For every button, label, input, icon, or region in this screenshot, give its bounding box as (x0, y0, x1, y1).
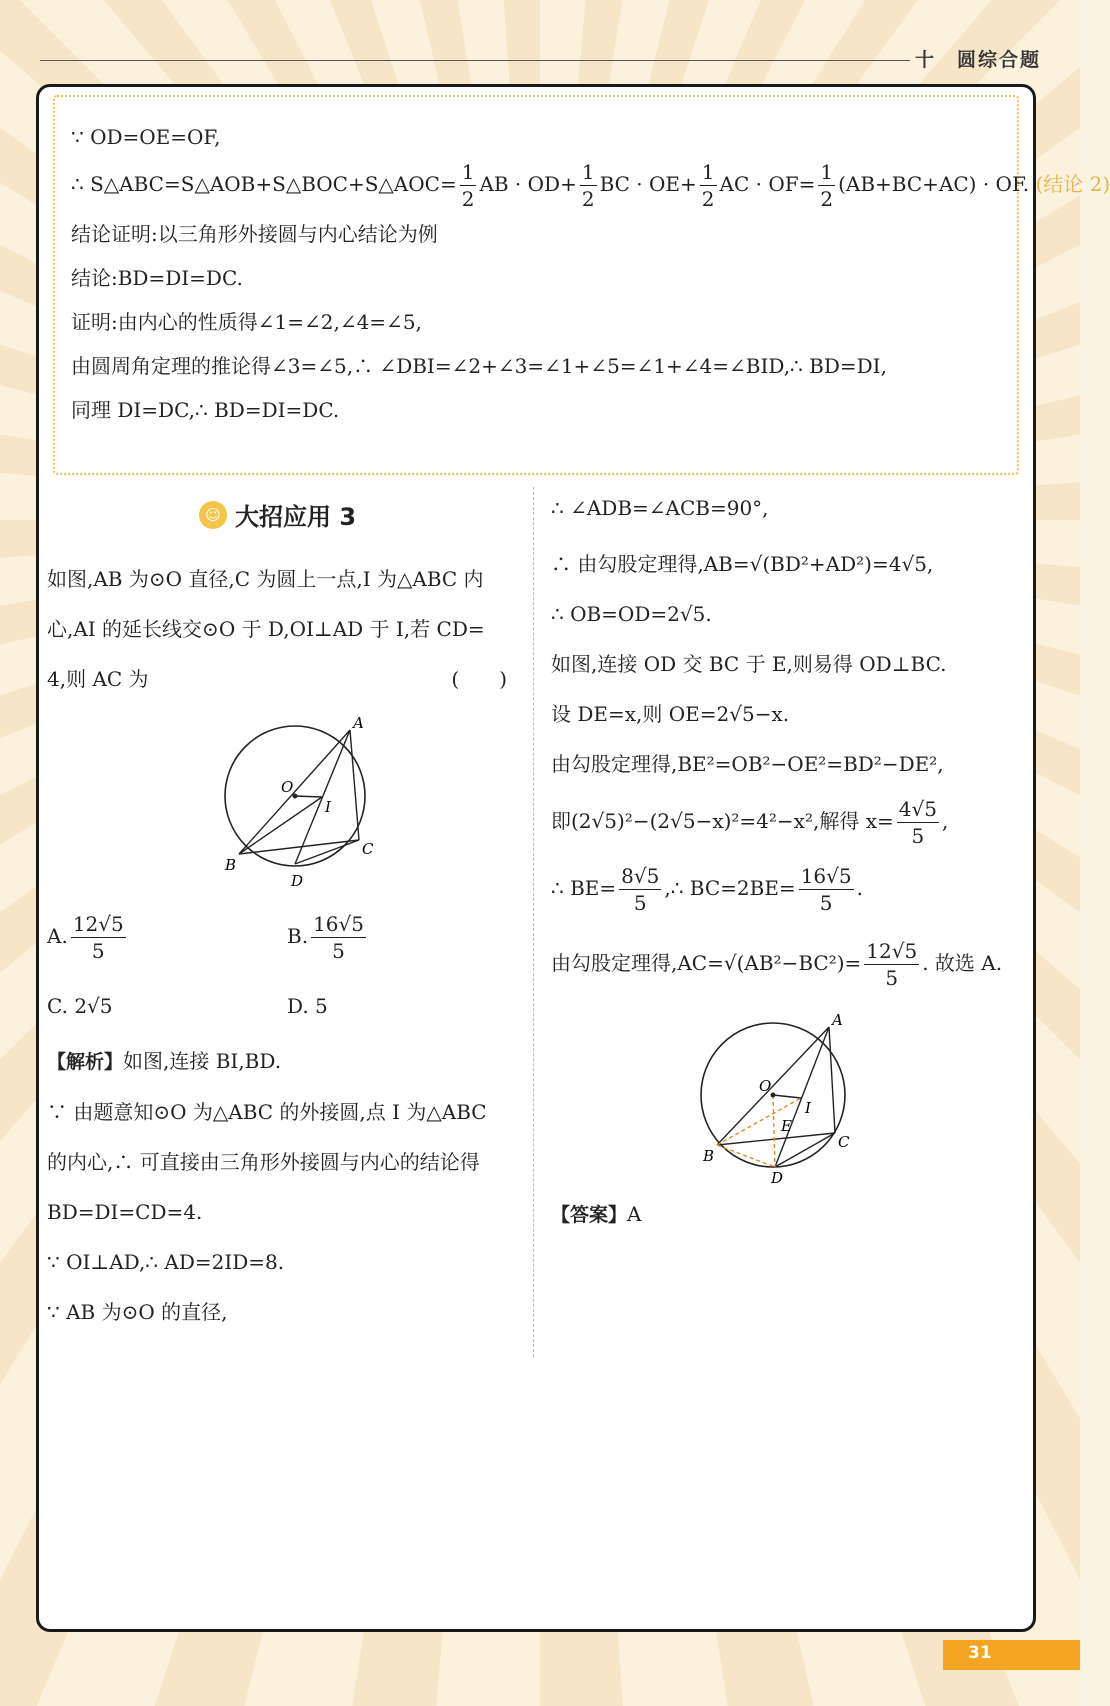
figure-label-a: A (832, 1011, 843, 1029)
proof-box (53, 95, 1110, 475)
section-title: 大招应用 3 (235, 503, 357, 531)
area-formula-line: ∴ S△ABC=S△AOB+S△BOC+S△AOC= $\frac{1}{2}$ AB · OD+ $\frac{1}{2}$ BC · OE+ $\frac{1}{2}$ AC · OF= $\frac{1}{2}$ (AB+BC+AC) · OF. (结论 2) (71, 160, 1110, 211)
proof-line: 证明:由内心的性质得∠1=∠2,∠4=∠5, (71, 310, 422, 334)
solution-figure (551, 1003, 1021, 1187)
figure-label-c: C (838, 1133, 850, 1151)
page-number-bar (943, 1640, 1080, 1670)
solution-line: ∴ BE= $\frac{8√5}{5}$ ,∴ BC=2BE= $\frac{16√5}{5}$ . (551, 864, 863, 915)
figure-label-b: B (225, 856, 237, 874)
problem-line: 如图,AB 为⊙O 直径,C 为圆上一点,I 为△ABC 内 (47, 567, 484, 591)
solution-line: 如图,连接 OD 交 BC 于 E,则易得 OD⊥BC. (551, 652, 947, 676)
conclusion-tag: (结论 2) (1035, 172, 1110, 196)
solution-line: 的内心,∴ 可直接由三角形外接圆与内心的结论得 (47, 1150, 480, 1174)
answer-value: A (627, 1202, 642, 1226)
content-card (36, 84, 1110, 1632)
option-a[interactable]: A. $\frac{12√5}{5}$ (47, 912, 124, 963)
figure-label-b: B (703, 1147, 715, 1165)
figure-label-o: O (281, 778, 294, 796)
figure-label-d: D (291, 872, 304, 890)
option-c[interactable]: C. 2√5 (47, 994, 113, 1018)
figure-label-i: I (325, 798, 331, 816)
solution-line: ∴ OB=OD=2√5. (551, 602, 712, 626)
figure-label-i: I (805, 1099, 811, 1117)
section-heading (199, 497, 517, 532)
solution-line: ∴ 由勾股定理得,AB=√(BD²+AD²)=4√5, (551, 552, 934, 576)
figure-label-e: E (781, 1117, 792, 1135)
answer-line (551, 1189, 1021, 1240)
options (47, 906, 517, 1036)
solution-line: ∴ ∠ADB=∠ACB=90°, (551, 496, 769, 520)
answer-blank: ( ) (451, 667, 507, 691)
solution-line: ∵ OI⊥AD,∴ AD=2ID=8. (47, 1250, 285, 1274)
chapter-title: 十 圆综合题 (915, 49, 1042, 71)
problem-line: 心,AI 的延长线交⊙O 于 D,OI⊥AD 于 I,若 CD= (47, 617, 485, 641)
figure-label-o: O (759, 1077, 772, 1095)
header-rule (40, 60, 910, 61)
right-column (551, 483, 1021, 1240)
proof-line: 结论证明:以三角形外接圆与内心结论为例 (71, 222, 438, 246)
smile-icon: ☺ (199, 501, 227, 529)
page-number: 31 (968, 1643, 992, 1663)
solution-line: ∵ AB 为⊙O 的直径, (47, 1300, 228, 1324)
problem-figure (47, 704, 517, 894)
solution-line: 由勾股定理得,BE²=OB²−OE²=BD²−DE², (551, 752, 944, 776)
solution-line: 【解析】如图,连接 BI,BD. (47, 1049, 282, 1073)
figure-label-c: C (362, 840, 374, 858)
solution-line: ∵ 由题意知⊙O 为△ABC 的外接圆,点 I 为△ABC (47, 1100, 487, 1124)
problem-line: 4,则 AC 为 ( ) (47, 654, 517, 704)
solution-line: BD=DI=CD=4. (47, 1200, 203, 1224)
option-b[interactable]: B. $\frac{16√5}{5}$ (287, 912, 364, 963)
proof-line: 同理 DI=DC,∴ BD=DI=DC. (71, 398, 340, 422)
solution-line: 由勾股定理得,AC=√(AB²−BC²)= $\frac{12√5}{5}$ . 故选 A. (551, 939, 1003, 990)
figure-label-a: A (353, 714, 364, 732)
left-column (47, 487, 517, 1337)
proof-line: 由圆周角定理的推论得∠3=∠5,∴ ∠DBI=∠2+∠3=∠1+∠5=∠1+∠4=∠BID,∴ BD=DI, (71, 354, 887, 378)
proof-line: ∵ OD=OE=OF, (71, 125, 221, 149)
solution-line: 设 DE=x,则 OE=2√5−x. (551, 702, 790, 726)
answer-tag: 【答案】 (551, 1204, 628, 1226)
solution-line: 即(2√5)²−(2√5−x)²=4²−x²,解得 x= $\frac{4√5}{5}$ , (551, 797, 949, 848)
column-divider (533, 487, 534, 1357)
figure-label-d: D (771, 1169, 784, 1187)
analysis-tag: 【解析】 (47, 1051, 124, 1073)
proof-line: 结论:BD=DI=DC. (71, 266, 243, 290)
option-d[interactable]: D. 5 (287, 994, 328, 1018)
